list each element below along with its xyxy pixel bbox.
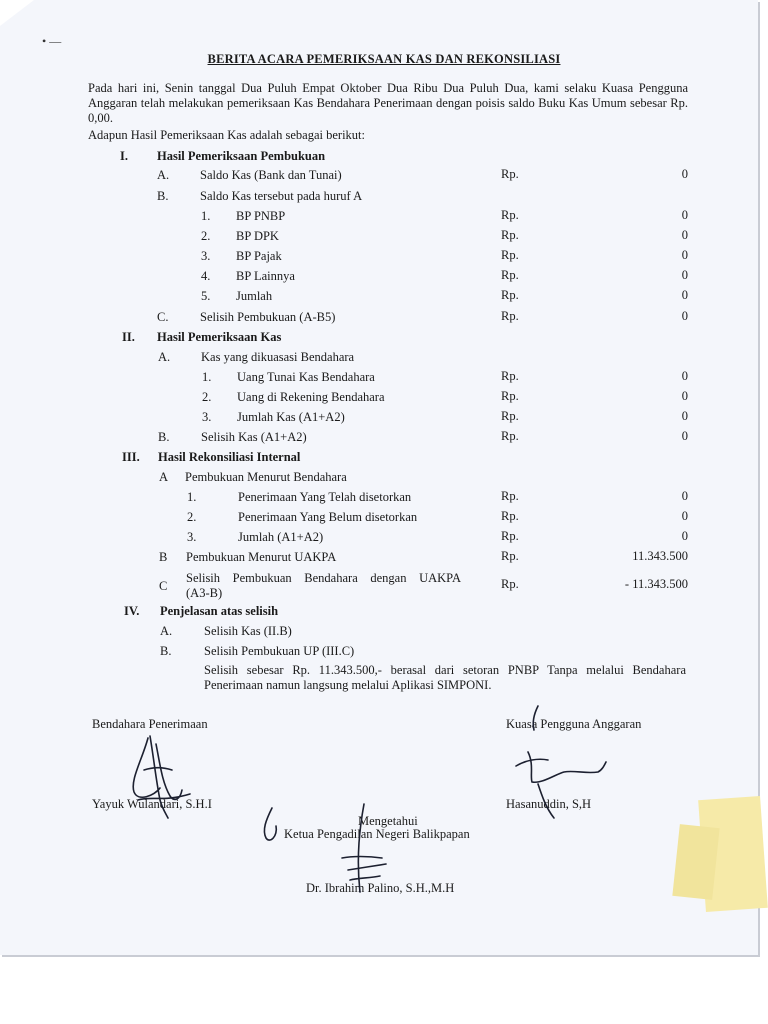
- s1-c-label: C.: [157, 310, 169, 324]
- center-heading: Mengetahui: [358, 814, 418, 828]
- section-2-number: II.: [122, 330, 135, 344]
- s1-b-item-num: 2.: [201, 229, 211, 243]
- s3-a-item-text: Penerimaan Yang Telah disetorkan: [238, 490, 412, 504]
- currency-label: Rp.: [501, 288, 519, 302]
- currency-label: Rp.: [501, 409, 519, 423]
- s3-a-item-num: 2.: [187, 510, 197, 524]
- s1-b-item-text: BP DPK: [236, 229, 279, 243]
- intro-paragraph: Pada hari ini, Senin tanggal Dua Puluh Empat Oktober Dua Ribu Dua Puluh Dua, kami selaku Kuasa Pengguna Anggaran telah melakukan pemeriksaan Kas Bendahara Penerimaan dengan poisis saldo Buku Kas Umum sebesar Rp. 0,00.: [88, 81, 688, 125]
- s3-c-text-line2: (A3-B): [186, 586, 223, 600]
- s4-b-label: B.: [160, 644, 172, 658]
- section-1-number: I.: [120, 149, 128, 163]
- s3-a-item-value: 0: [681, 489, 688, 503]
- currency-label: Rp.: [501, 228, 519, 242]
- s1-b-item-num: 5.: [201, 289, 211, 303]
- s3-b-text: Pembukuan Menurut UAKPA: [186, 550, 337, 564]
- center-signer-role: Ketua Pengadilan Negeri Balikpapan: [284, 827, 470, 841]
- s1-b-item-value: 0: [681, 268, 688, 282]
- s1-a-value: 0: [681, 167, 688, 181]
- currency-label: Rp.: [501, 429, 519, 443]
- sticky-note-back: [672, 824, 719, 900]
- section-4-title: Penjelasan atas selisih: [160, 604, 279, 618]
- section-2-title: Hasil Pemeriksaan Kas: [157, 330, 282, 344]
- center-signer-name: Dr. Ibrahim Palino, S.H.,M.H: [306, 881, 455, 895]
- s1-b-item-num: 3.: [201, 249, 211, 263]
- s1-b-item-text: Jumlah: [236, 289, 273, 303]
- s2-a-item-value: 0: [681, 409, 688, 423]
- right-signer-role: Kuasa Pengguna Anggaran: [506, 717, 642, 731]
- s3-a-text: Pembukuan Menurut Bendahara: [185, 470, 347, 484]
- s1-b-item-num: 4.: [201, 269, 211, 283]
- s2-a-item-text: Uang Tunai Kas Bendahara: [237, 370, 375, 384]
- s4-a-text: Selisih Kas (II.B): [204, 624, 292, 638]
- currency-label: Rp.: [501, 489, 519, 503]
- s3-a-item-num: 3.: [187, 530, 197, 544]
- s2-a-item-text: Uang di Rekening Bendahara: [237, 390, 385, 404]
- s1-b-item-text: BP PNBP: [236, 209, 286, 223]
- currency-label: Rp.: [501, 248, 519, 262]
- currency-label: Rp.: [501, 549, 519, 563]
- s2-b-value: 0: [681, 429, 688, 443]
- s3-c-label: C: [159, 579, 168, 593]
- s3-a-item-text: Penerimaan Yang Belum disetorkan: [238, 510, 418, 524]
- center-signature-icon: [256, 800, 396, 895]
- s1-b-item-num: 1.: [201, 209, 211, 223]
- currency-label: Rp.: [501, 369, 519, 383]
- s1-b-text: Saldo Kas tersebut pada huruf A: [200, 189, 363, 203]
- s1-b-label: B.: [157, 189, 169, 203]
- s3-a-item-num: 1.: [187, 490, 197, 504]
- s2-a-item-text: Jumlah Kas (A1+A2): [237, 410, 345, 424]
- s3-b-label: B: [159, 550, 168, 564]
- s1-b-item-value: 0: [681, 228, 688, 242]
- section-4-number: IV.: [124, 604, 140, 618]
- s3-a-label: A: [159, 470, 169, 484]
- s1-b-item-text: BP Lainnya: [236, 269, 295, 283]
- s2-a-text: Kas yang dikuasasi Bendahara: [201, 350, 355, 364]
- s2-a-item-num: 2.: [202, 390, 212, 404]
- currency-label: Rp.: [501, 577, 519, 591]
- s2-a-item-value: 0: [681, 389, 688, 403]
- s2-a-item-value: 0: [681, 369, 688, 383]
- currency-label: Rp.: [501, 309, 519, 323]
- s2-a-item-num: 1.: [202, 370, 212, 384]
- s1-a-label: A.: [157, 168, 170, 182]
- folded-corner: [0, 0, 34, 26]
- intro-line: Adapun Hasil Pemeriksaan Kas adalah sebagai berikut:: [88, 128, 365, 142]
- s1-b-item-value: 0: [681, 248, 688, 262]
- s1-b-item-text: BP Pajak: [236, 249, 282, 263]
- currency-label: Rp.: [501, 268, 519, 282]
- currency-label: Rp.: [501, 208, 519, 222]
- s3-b-value: 11.343.500: [632, 549, 688, 563]
- left-signer-name: Yayuk Wulandari, S.H.I: [92, 797, 212, 811]
- document-title: BERITA ACARA PEMERIKSAAN KAS DAN REKONSILIASI: [207, 52, 561, 66]
- right-signature-icon: [508, 700, 618, 820]
- s3-c-text-line1: Selisih Pembukuan Bendahara dengan UAKPA: [186, 571, 461, 585]
- currency-label: Rp.: [501, 529, 519, 543]
- section-3-title: Hasil Rekonsiliasi Internal: [158, 450, 301, 464]
- s2-b-label: B.: [158, 430, 170, 444]
- right-signer-name: Hasanuddin, S,H: [506, 797, 592, 811]
- s1-a-text: Saldo Kas (Bank dan Tunai): [200, 168, 342, 182]
- s1-c-value: 0: [681, 309, 688, 323]
- s2-a-label: A.: [158, 350, 171, 364]
- left-signer-role: Bendahara Penerimaan: [92, 717, 208, 731]
- currency-label: Rp.: [501, 389, 519, 403]
- s2-b-text: Selisih Kas (A1+A2): [201, 430, 307, 444]
- s3-a-item-value: 0: [681, 529, 688, 543]
- currency-label: Rp.: [501, 167, 519, 181]
- s3-a-item-value: 0: [681, 509, 688, 523]
- section-3-number: III.: [122, 450, 140, 464]
- s3-a-item-text: Jumlah (A1+A2): [238, 530, 324, 544]
- currency-label: Rp.: [501, 509, 519, 523]
- corner-mark: • —: [42, 34, 62, 48]
- s4-b-text: Selisih Pembukuan UP (III.C): [204, 644, 355, 658]
- s3-c-value: - 11.343.500: [624, 577, 688, 591]
- s2-a-item-num: 3.: [202, 410, 212, 424]
- left-signature-icon: [120, 730, 200, 820]
- s4-a-label: A.: [160, 624, 173, 638]
- s1-c-text: Selisih Pembukuan (A-B5): [200, 310, 336, 324]
- s1-b-item-value: 0: [681, 288, 688, 302]
- s4-note: Selisih sebesar Rp. 11.343.500,- berasal dari setoran PNBP Tanpa melalui Bendahara Penerimaan namun langsung melalui Aplikasi SIMPONI.: [204, 663, 686, 692]
- s1-b-item-value: 0: [681, 208, 688, 222]
- section-1-title: Hasil Pemeriksaan Pembukuan: [157, 149, 326, 163]
